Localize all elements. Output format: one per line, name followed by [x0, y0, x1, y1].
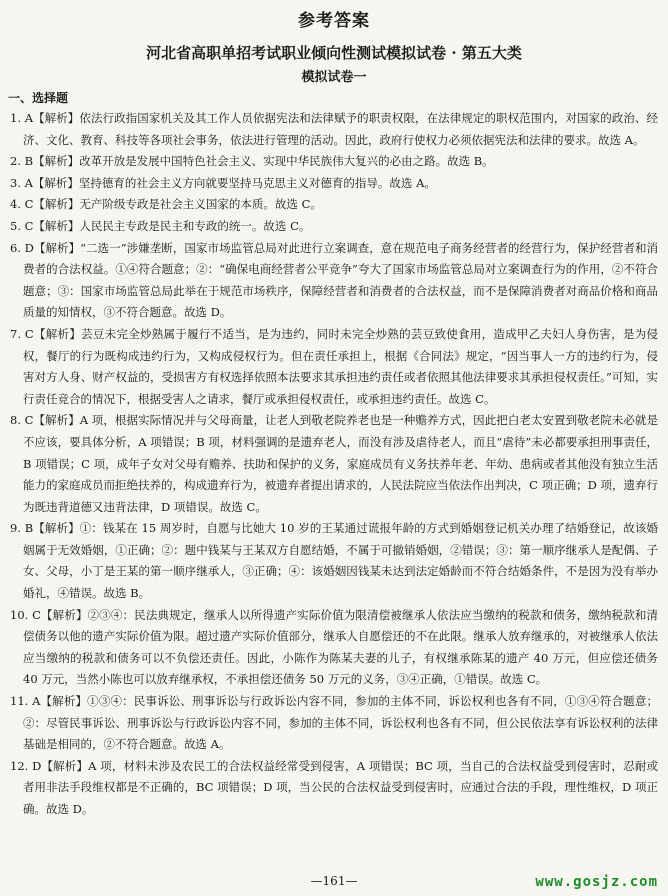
answer-item: 12. D【解析】A 项，材料未涉及农民工的合法权益经常受到侵害，A 项错误；BC 项，当自己的合法权益受到侵害时，忍耐或者用非法手段维权都是不正确的，BC 项错误；D 项，当公民的合法权益受到侵害时，应通过合法的手段，理性维权，D 项正确。故选 D。 [10, 758, 658, 816]
answer-item: 6. D【解析】“二选一”涉嫌垄断，国家市场监管总局对此进行立案调查，意在规范电子商务经营者的经营行为，保护经营者和消费者的合法权益。①④符合题意；②：“确保电商经营者公平竞争”夸大了国家市场监管总局对立案调查行为的作用，②不符合题意；③：国家市场监管总局此举在于规范市场秩序，保障经营者和消费者的合法权益，而不是保障消费者对商品价格和商品质量的知情权，③不符合题意。故选 D。 [10, 240, 658, 320]
answer-item: 5. C【解析】人民民主专政是民主和专政的统一。故选 C。 [10, 218, 311, 233]
answer-item: 10. C【解析】②③④：民法典规定，继承人以所得遗产实际价值为限清偿被继承人依法应当缴纳的税款和债务，缴纳税款和清偿债务以他的遗产实际价值为限。超过遗产实际价值部分，继承人自愿偿还的不在此限。继承人放弃继承的，对被继承人依法应当缴纳的税款和债务可以不负偿还责任。因此，小陈作为陈某夫妻的儿子，有权继承陈某的遗产 40 万元，但应偿还债务 40 万元，当然小陈也可以放弃继承权，不承担偿还债务 50 万元的义务，③④正确，①错误。故选 C。 [10, 607, 658, 687]
answer-item: 7. C【解析】芸豆未完全炒熟属于履行不适当，是为违约，同时未完全炒熟的芸豆致使食用，造成甲乙夫妇人身伤害，是为侵权，餐厅的行为既构成违约行为，又构成侵权行为。但在责任承担上，根据《合同法》规定，“因当事人一方的违约行为，侵害对方人身、财产权益的，受损害方有权选择依照本法要求其承担违约责任或者依照其他法律要求其承担侵权责任。”可知，实行责任竞合的情况下，根据受害人之请求，餐厅或承担侵权责任，或承担违约责任。故选 C。 [10, 326, 658, 406]
answer-item: 4. C【解析】无产阶级专政是社会主义国家的本质。故选 C。 [10, 197, 322, 212]
answer-list [10, 108, 658, 821]
answer-item: 1. A【解析】依法行政指国家机关及其工作人员依据宪法和法律赋予的职责权限，在法律规定的职权范围内，对国家的政治、经济、文化、教育、科技等各项社会事务，依法进行管理的活动。因此，政府行使权力必须依据宪法和法律的要求。故选 A。 [10, 111, 658, 147]
page-title: 参考答案 [298, 11, 370, 31]
answer-item: 8. C【解析】A 项，根据实际情况并与父母商量，让老人到敬老院养老也是一种赡养方式，因此把白老太安置到敬老院未必就是不应该，要具体分析，A 项错误；B 项，材料强调的是遗弃老人，而没有涉及虐待老人，而且“虐待”未必都要承担刑事责任，B 项错误；C 项，成年子女对父母有赡养、扶助和保护的义务，家庭成员有义务扶养年老、年幼、患病或者其他没有独立生活能力的家庭成员而拒绝扶养的，构成遗弃行为，被遗弃者提出请求的，人民法院应当依法作出判决，C 项正确；D 项，遗弃行为既违背道德又违背法律，D 项错误。故选 C。 [10, 413, 658, 514]
answer-item: 11. A【解析】①③④：民事诉讼、刑事诉讼与行政诉讼内容不同，参加的主体不同，诉讼权利也各有不同，①③④符合题意；②：尽管民事诉讼、刑事诉讼与行政诉讼内容不同，参加的主体不同，诉讼权利也各有不同，但公民依法享有诉讼权利的法律基础是相同的，②不符合题意。故选 A。 [10, 694, 658, 752]
paper-name: 模拟试卷一 [301, 70, 367, 85]
exam-subtitle: 河北省高职单招考试职业倾向性测试模拟试卷 · 第五大类 [146, 44, 522, 62]
section-heading: 一、选择题 [8, 91, 69, 105]
page-number: —161— [310, 874, 358, 888]
site-watermark: www.gosjz.com [535, 874, 658, 890]
answer-item: 2. B【解析】改革开放是发展中国特色社会主义、实现中华民族伟大复兴的必由之路。故选 B。 [10, 154, 494, 169]
answer-item: 3. A【解析】坚持德育的社会主义方向就要坚持马克思主义对德育的指导。故选 A。 [10, 175, 436, 190]
answer-item: 9. B【解析】①：钱某在 15 周岁时，自愿与比她大 10 岁的王某通过谎报年龄的方式到婚姻登记机关办理了结婚登记，故该婚姻属于无效婚姻，①正确；②：题中钱某与王某双方自愿结婚，不属于可撤销婚姻，②错误；③：第一顺序继承人是配偶、子女、父母，小丁是王某的第一顺序继承人，③正确；④：该婚姻因钱某未达到法定婚龄而不符合结婚条件，不是因为没有举办婚礼，④错误。故选 B。 [10, 521, 658, 601]
